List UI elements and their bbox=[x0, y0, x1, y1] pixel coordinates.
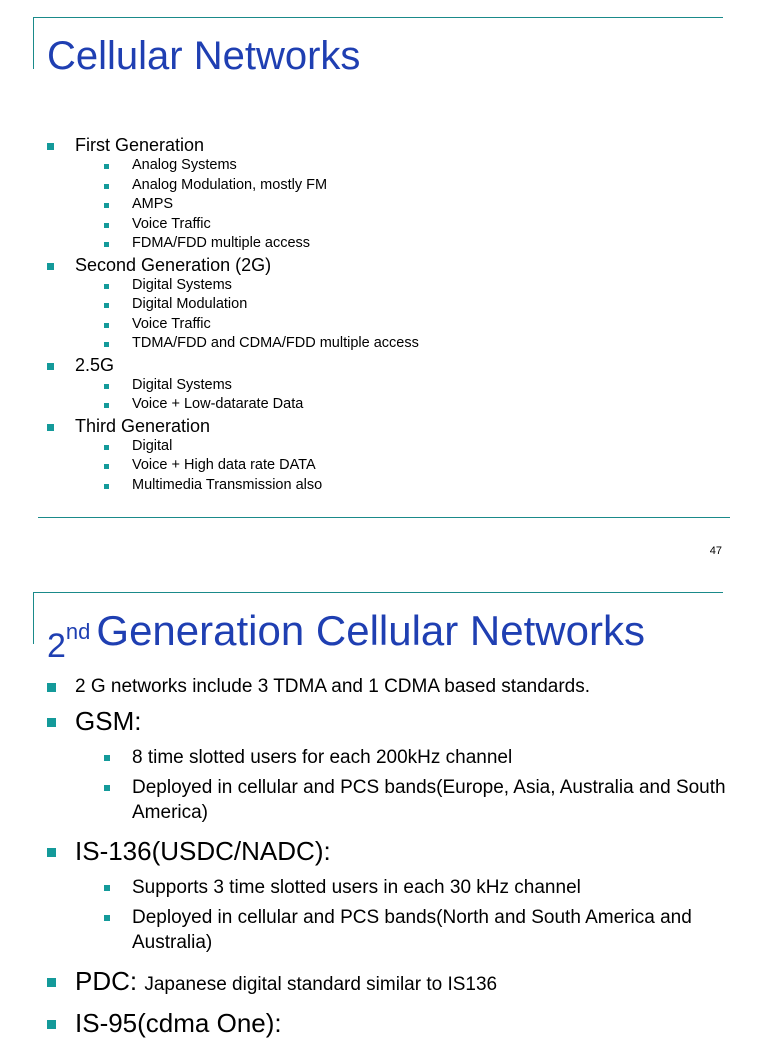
list-item-label: PDC: bbox=[75, 966, 138, 996]
sub-item bbox=[102, 234, 419, 254]
list-item-gsm bbox=[47, 703, 752, 825]
square-bullet-icon bbox=[104, 284, 109, 289]
square-bullet-icon bbox=[104, 915, 110, 921]
sub-item bbox=[102, 334, 419, 354]
sub-item bbox=[102, 456, 419, 476]
list-item-label: First Generation bbox=[75, 135, 205, 155]
square-bullet-icon bbox=[47, 263, 54, 270]
sub-item-label: Voice + Low-datarate Data bbox=[132, 396, 304, 412]
sub-item-label: Multimedia Transmission also bbox=[132, 476, 323, 493]
square-bullet-icon bbox=[47, 978, 56, 987]
list-item-label: GSM: bbox=[75, 706, 142, 736]
title-top-rule bbox=[33, 17, 723, 18]
list-item-label: 2 G networks include 3 TDMA and 1 CDMA based standards. bbox=[75, 676, 591, 697]
bullet-list bbox=[47, 134, 419, 495]
sub-item-label: AMPS bbox=[132, 196, 174, 212]
title-top-rule bbox=[33, 592, 723, 593]
sub-list bbox=[102, 437, 419, 496]
sub-item-label: Deployed in cellular and PCS bands(North and South America and Australia) bbox=[132, 907, 692, 953]
list-item-label: Second Generation (2G) bbox=[75, 254, 272, 275]
sub-item bbox=[102, 215, 419, 235]
sub-item bbox=[102, 376, 419, 396]
list-item-label: IS-136(USDC/NADC): bbox=[75, 836, 331, 866]
sub-item-label: Digital Systems bbox=[132, 376, 232, 393]
sub-list bbox=[102, 276, 419, 354]
sub-list bbox=[102, 376, 419, 415]
sub-item bbox=[102, 476, 419, 496]
square-bullet-icon bbox=[47, 424, 54, 431]
list-item-description: Japanese digital standard similar to IS136 bbox=[144, 974, 498, 995]
list-item-label: 2.5G bbox=[75, 354, 115, 375]
sub-list bbox=[102, 156, 419, 254]
square-bullet-icon bbox=[104, 303, 109, 308]
list-item-third-generation bbox=[47, 415, 419, 496]
sub-item bbox=[102, 905, 752, 955]
sub-item-label: Voice Traffic bbox=[132, 315, 211, 332]
list-item-second-generation bbox=[47, 254, 419, 354]
square-bullet-icon bbox=[104, 755, 110, 761]
sub-item bbox=[102, 176, 419, 196]
sub-list bbox=[102, 745, 752, 825]
square-bullet-icon bbox=[104, 403, 109, 408]
square-bullet-icon bbox=[104, 242, 109, 247]
sub-item bbox=[102, 295, 419, 315]
list-item-intro bbox=[47, 673, 752, 701]
sub-item-label: Voice Traffic bbox=[132, 215, 211, 232]
page-number: 47 bbox=[709, 545, 722, 557]
slide-title: Cellular Networks bbox=[47, 34, 361, 78]
list-item-label: IS-95(cdma One): bbox=[75, 1008, 282, 1038]
list-item-2-5g bbox=[47, 354, 419, 415]
title-number: 2 bbox=[47, 627, 66, 665]
list-item-label: Third Generation bbox=[75, 415, 211, 436]
square-bullet-icon bbox=[104, 342, 109, 347]
sub-item bbox=[102, 875, 752, 900]
sub-item bbox=[102, 276, 419, 296]
sub-item bbox=[102, 195, 419, 215]
sub-list bbox=[102, 875, 752, 955]
slide-2nd-generation bbox=[0, 575, 768, 1038]
sub-item-label: 8 time slotted users for each 200kHz channel bbox=[132, 747, 513, 768]
footer-rule bbox=[38, 517, 730, 518]
square-bullet-icon bbox=[47, 848, 56, 857]
square-bullet-icon bbox=[104, 184, 109, 189]
sub-item-label: Digital Systems bbox=[132, 276, 232, 293]
sub-item bbox=[102, 437, 419, 457]
sub-item-label: Digital bbox=[132, 437, 173, 454]
square-bullet-icon bbox=[104, 323, 109, 328]
list-item-first-generation bbox=[47, 134, 419, 254]
bullet-list bbox=[47, 673, 752, 1041]
square-bullet-icon bbox=[104, 223, 109, 228]
title-text: Generation Cellular Networks bbox=[96, 607, 645, 654]
sub-item bbox=[102, 315, 419, 335]
sub-item bbox=[102, 156, 419, 176]
square-bullet-icon bbox=[104, 484, 109, 489]
sub-item bbox=[102, 775, 752, 825]
square-bullet-icon bbox=[47, 718, 56, 727]
slide-title bbox=[47, 605, 645, 664]
sub-item-label: Analog Modulation, mostly FM bbox=[132, 176, 328, 193]
title-left-rule bbox=[33, 592, 34, 644]
square-bullet-icon bbox=[47, 143, 54, 150]
square-bullet-icon bbox=[104, 464, 109, 469]
square-bullet-icon bbox=[104, 203, 109, 208]
list-item-is136 bbox=[47, 833, 752, 955]
square-bullet-icon bbox=[104, 164, 109, 169]
square-bullet-icon bbox=[47, 1020, 56, 1029]
sub-item-label: Digital Modulation bbox=[132, 296, 248, 312]
sub-item-label: Analog Systems bbox=[132, 157, 237, 173]
title-left-rule bbox=[33, 17, 34, 69]
sub-item bbox=[102, 395, 419, 415]
sub-item-label: Deployed in cellular and PCS bands(Europe, Asia, Australia and South America) bbox=[132, 777, 726, 823]
sub-item-label: Supports 3 time slotted users in each 30 kHz channel bbox=[132, 877, 581, 898]
title-ordinal bbox=[47, 605, 96, 664]
square-bullet-icon bbox=[104, 885, 110, 891]
square-bullet-icon bbox=[104, 384, 109, 389]
square-bullet-icon bbox=[104, 445, 109, 450]
sub-item-label: TDMA/FDD and CDMA/FDD multiple access bbox=[132, 335, 419, 351]
square-bullet-icon bbox=[47, 363, 54, 370]
list-item-pdc bbox=[47, 963, 752, 1003]
square-bullet-icon bbox=[47, 683, 56, 692]
list-item-is95 bbox=[47, 1005, 752, 1041]
square-bullet-icon bbox=[104, 785, 110, 791]
sub-item bbox=[102, 745, 752, 770]
sub-item-label: FDMA/FDD multiple access bbox=[132, 235, 311, 251]
sub-item-label: Voice + High data rate DATA bbox=[132, 457, 316, 473]
title-superscript: nd bbox=[65, 619, 91, 644]
